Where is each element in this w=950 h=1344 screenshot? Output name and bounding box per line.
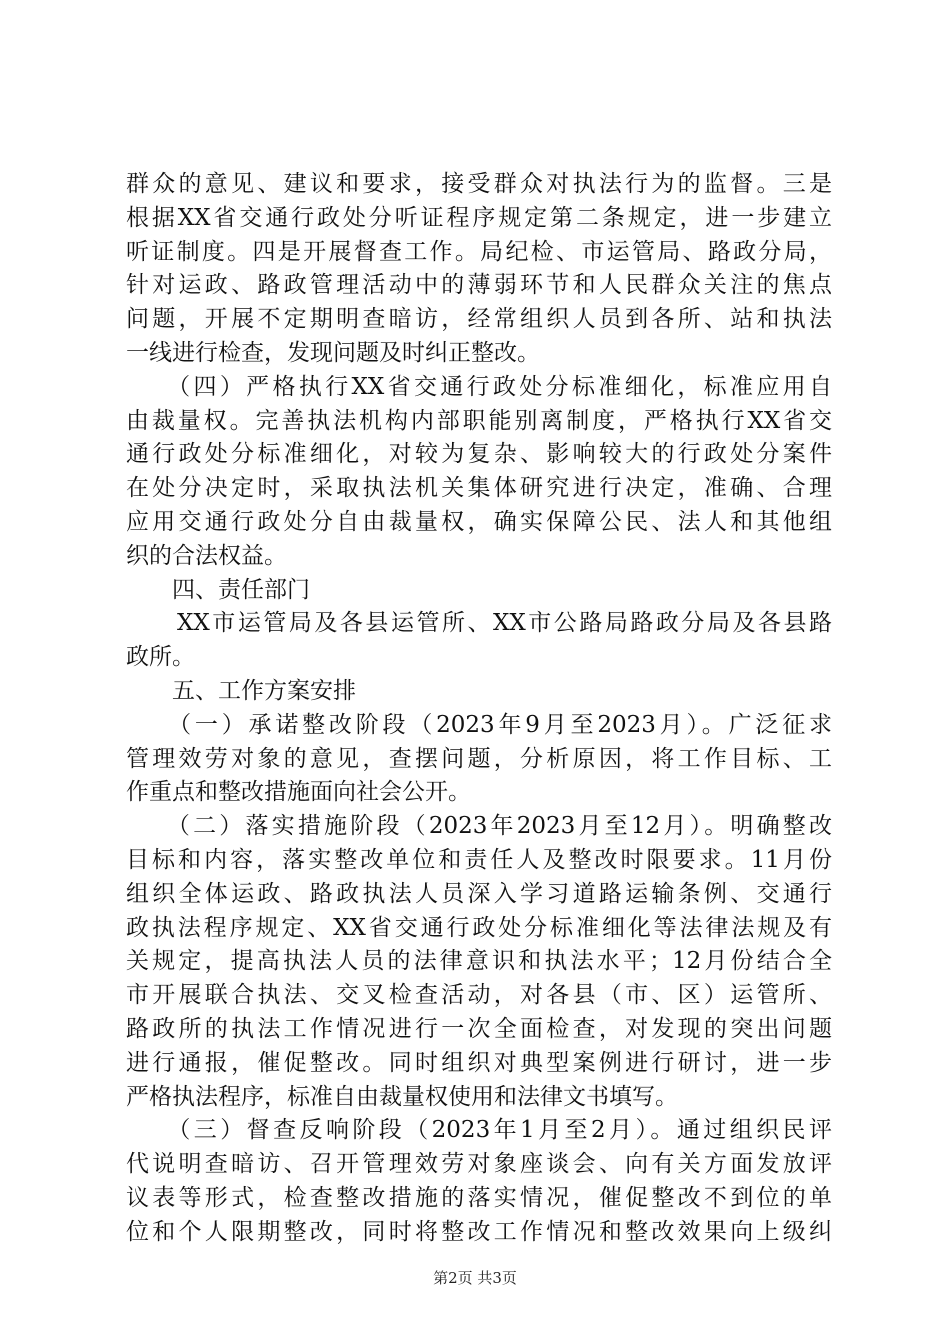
text-line: 市开展联合执法、交叉检查活动，对各县（市、区）运管所、 (126, 982, 832, 1009)
text-line: （二）落实措施阶段（2023年2023月至12月）。明确整改 (126, 813, 832, 840)
text-line: 听证制度。四是开展督查工作。局纪检、市运管局、路政分局， (126, 238, 832, 265)
text-line: 在处分决定时，采取执法机关集体研究进行决定，准确、合理 (126, 475, 832, 502)
text-line: 问题，开展不定期明查暗访，经常组织人员到各所、站和执法 (126, 306, 832, 333)
text-line: 政执法程序规定、XX省交通行政处分标准细化等法律法规及有 (126, 914, 832, 941)
page-number: 第2页 共3页 (433, 1269, 517, 1287)
text-line: （一）承诺整改阶段（2023年9月至2023月）。广泛征求 (126, 711, 832, 738)
text-line: 严格执法程序，标准自由裁量权使用和法律文书填写。 (126, 1083, 678, 1110)
text-line: 议表等形式，检查整改措施的落实情况，催促整改不到位的单 (126, 1184, 832, 1211)
text-line: 根据XX省交通行政处分听证程序规定第二条规定，进一步建立 (126, 204, 832, 231)
page-footer (0, 1267, 950, 1288)
text-line: 目标和内容，落实整改单位和责任人及整改时限要求。11月份 (126, 846, 832, 873)
text-line: 管理效劳对象的意见，查摆问题，分析原因，将工作目标、工 (126, 745, 832, 772)
text-line: 作重点和整改措施面向社会公开。 (126, 779, 471, 806)
text-line: 关规定，提高执法人员的法律意识和执法水平；12月份结合全 (126, 948, 832, 975)
text-line: 由裁量权。完善执法机构内部职能别离制度，严格执行XX省交 (126, 407, 832, 434)
text-line: （四）严格执行XX省交通行政处分标准细化，标准应用自 (126, 373, 832, 400)
body-text (126, 168, 832, 1250)
text-line: 位和个人限期整改，同时将整改工作情况和整改效果向上级纠 (126, 1218, 832, 1245)
text-line: 一线进行检查，发现问题及时纠正整改。 (126, 339, 540, 366)
text-line: 组织全体运政、路政执法人员深入学习道路运输条例、交通行 (126, 880, 832, 907)
text-line: 政所。 (126, 644, 195, 671)
text-line: 应用交通行政处分自由裁量权，确实保障公民、法人和其他组 (126, 508, 832, 535)
text-line: 五、工作方案安排 (126, 677, 356, 704)
text-line: 四、责任部门 (126, 576, 310, 603)
text-line: 织的合法权益。 (126, 542, 287, 569)
text-line: XX市运管局及各县运管所、XX市公路局路政分局及各县路 (126, 610, 832, 637)
text-line: 通行政处分标准细化，对较为复杂、影响较大的行政处分案件 (126, 441, 832, 468)
text-line: 代说明查暗访、召开管理效劳对象座谈会、向有关方面发放评 (126, 1151, 832, 1178)
text-line: 群众的意见、建议和要求，接受群众对执法行为的监督。三是 (126, 171, 832, 197)
text-line: 进行通报，催促整改。同时组织对典型案例进行研讨，进一步 (126, 1049, 832, 1076)
text-line: 路政所的执法工作情况进行一次全面检查，对发现的突出问题 (126, 1015, 832, 1042)
text-line: （三）督查反响阶段（2023年1月至2月）。通过组织民评 (126, 1117, 832, 1144)
text-line: 针对运政、路政管理活动中的薄弱环节和人民群众关注的焦点 (126, 272, 832, 299)
